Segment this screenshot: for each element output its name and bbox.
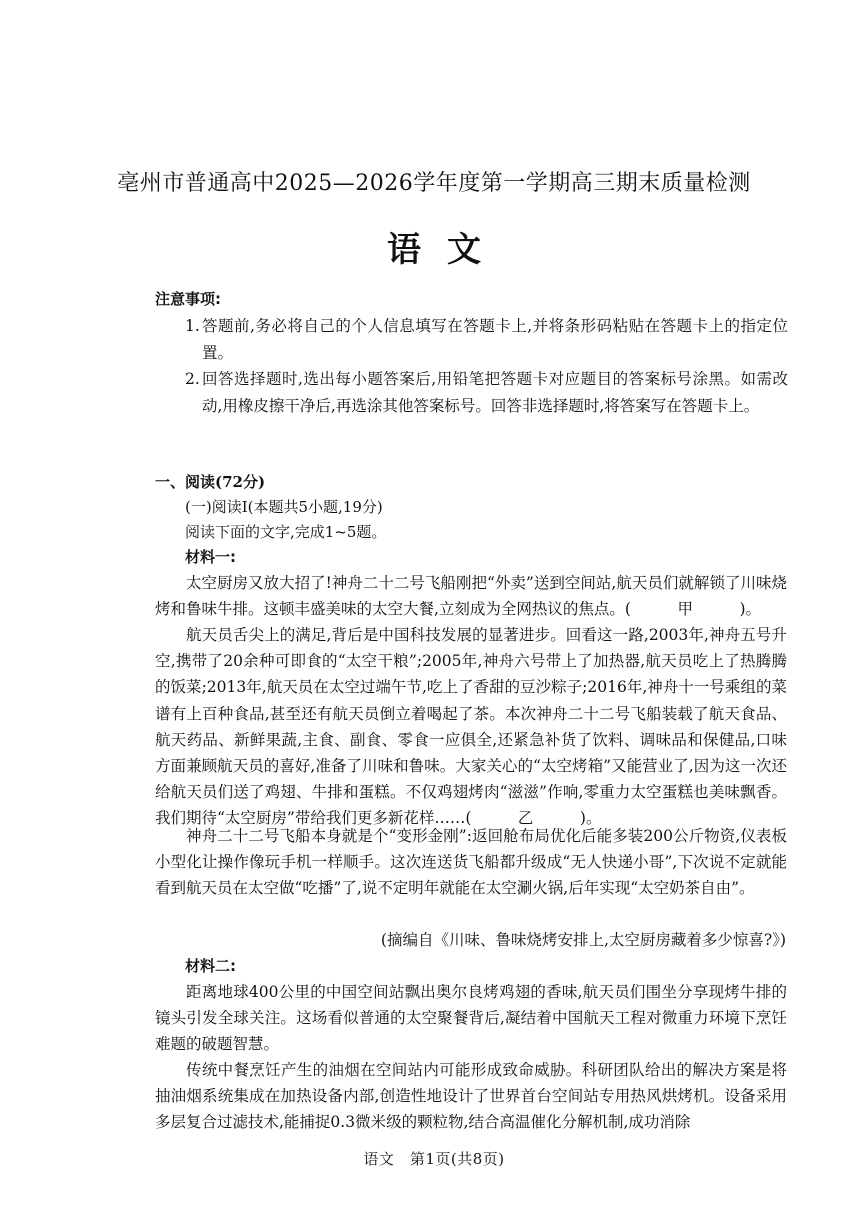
material-1-paragraph: 航天员舌尖上的满足,背后是中国科技发展的显著进步。回看这一路,2003年,神舟五号升空,携带了20余种可即食的“太空干粮”;2005年,神舟六号带上了加热器,航天员吃上了热腾腾的饭菜;2013年,航天员在太空过端午节,吃上了香甜的豆沙粽子;2016年,神舟十一号乘组的菜谱有上百种食品,甚至还有航天员倒立着喝起了茶。本次神舟二十二号飞船装载了航天食品、航天药品、新鲜果蔬,主食、副食、零食一应俱全,还紧急补货了饮料、调味品和保健品,口味方面兼顾航天员的喜好,准备了川味和鲁味。大家关心的“太空烤箱”又能营业了,因为这一次还给航天员们送了鸡翅、牛排和蛋糕。不仅鸡翅烤肉“滋滋”作响,零重力太空蛋糕也美味飘香。我们期待“太空厨房”带给我们更多新花样……( 乙 )。 [155, 626, 787, 828]
notice-item-number: 1. [185, 317, 200, 335]
section-instruction: 阅读下面的文字,完成1~5题。 [185, 523, 387, 541]
material-1-paragraph: 神舟二十二号飞船本身就是个“变形金刚”:返回舱布局优化后能多装200公斤物资,仪表板小型化让操作像玩手机一样顺手。这次连送货飞船都升级成“无人快递小哥”,下次说不定就能看到航天员在太空做“吃播”了,说不定明年就能在太空涮火锅,后年实现“太空奶茶自由”。 [155, 827, 787, 898]
notice-item-number: 2. [185, 370, 200, 388]
notice-item-2 [185, 366, 788, 419]
section-heading: 一、阅读(72分) [155, 473, 266, 491]
exam-title: 亳州市普通高中2025—2026学年度第一学期高三期末质量检测 [117, 171, 751, 196]
material-1-paragraph: 太空厨房又放大招了!神舟二十二号飞船刚把“外卖”送到空间站,航天员们就解锁了川味烧烤和鲁味牛排。这顿丰盛美味的太空大餐,立刻成为全网热议的焦点。( 甲 )。 [155, 574, 787, 619]
notice-item-1 [185, 313, 788, 366]
notice-item-text: 回答选择题时,选出每小题答案后,用铅笔把答题卡对应题目的答案标号涂黑。如需改动,用橡皮擦干净后,再选涂其他答案标号。回答非选择题时,将答案写在答题卡上。 [202, 370, 788, 415]
material-1-source: (摘编自《川味、鲁味烧烤安排上,太空厨房藏着多少惊喜?》) [380, 931, 786, 949]
notice-heading: 注意事项: [155, 290, 221, 308]
notice-item-text: 答题前,务必将自己的个人信息填写在答题卡上,并将条形码粘贴在答题卡上的指定位置。 [202, 317, 788, 362]
page-footer: 语文 第1页(共8页) [363, 1150, 505, 1168]
section-sub-heading: (一)阅读Ⅰ(本题共5小题,19分) [185, 498, 383, 516]
material-2-label: 材料二: [185, 957, 236, 975]
material-2-paragraph: 距离地球400公里的中国空间站飘出奥尔良烤鸡翅的香味,航天员们围坐分享现烤牛排的镜头引发全球关注。这场看似普通的太空聚餐背后,凝结着中国航天工程对微重力环境下烹饪难题的破题智慧。 [155, 983, 787, 1054]
subject-title: 语文 [387, 230, 507, 270]
material-1-label: 材料一: [185, 548, 236, 566]
material-2-paragraph: 传统中餐烹饪产生的油烟在空间站内可能形成致命威胁。科研团队给出的解决方案是将抽油烟系统集成在加热设备内部,创造性地设计了世界首台空间站专用热风烘烤机。设备采用多层复合过滤技术,能捕捉0.3微米级的颗粒物,结合高温催化分解机制,成功消除 [155, 1061, 787, 1132]
